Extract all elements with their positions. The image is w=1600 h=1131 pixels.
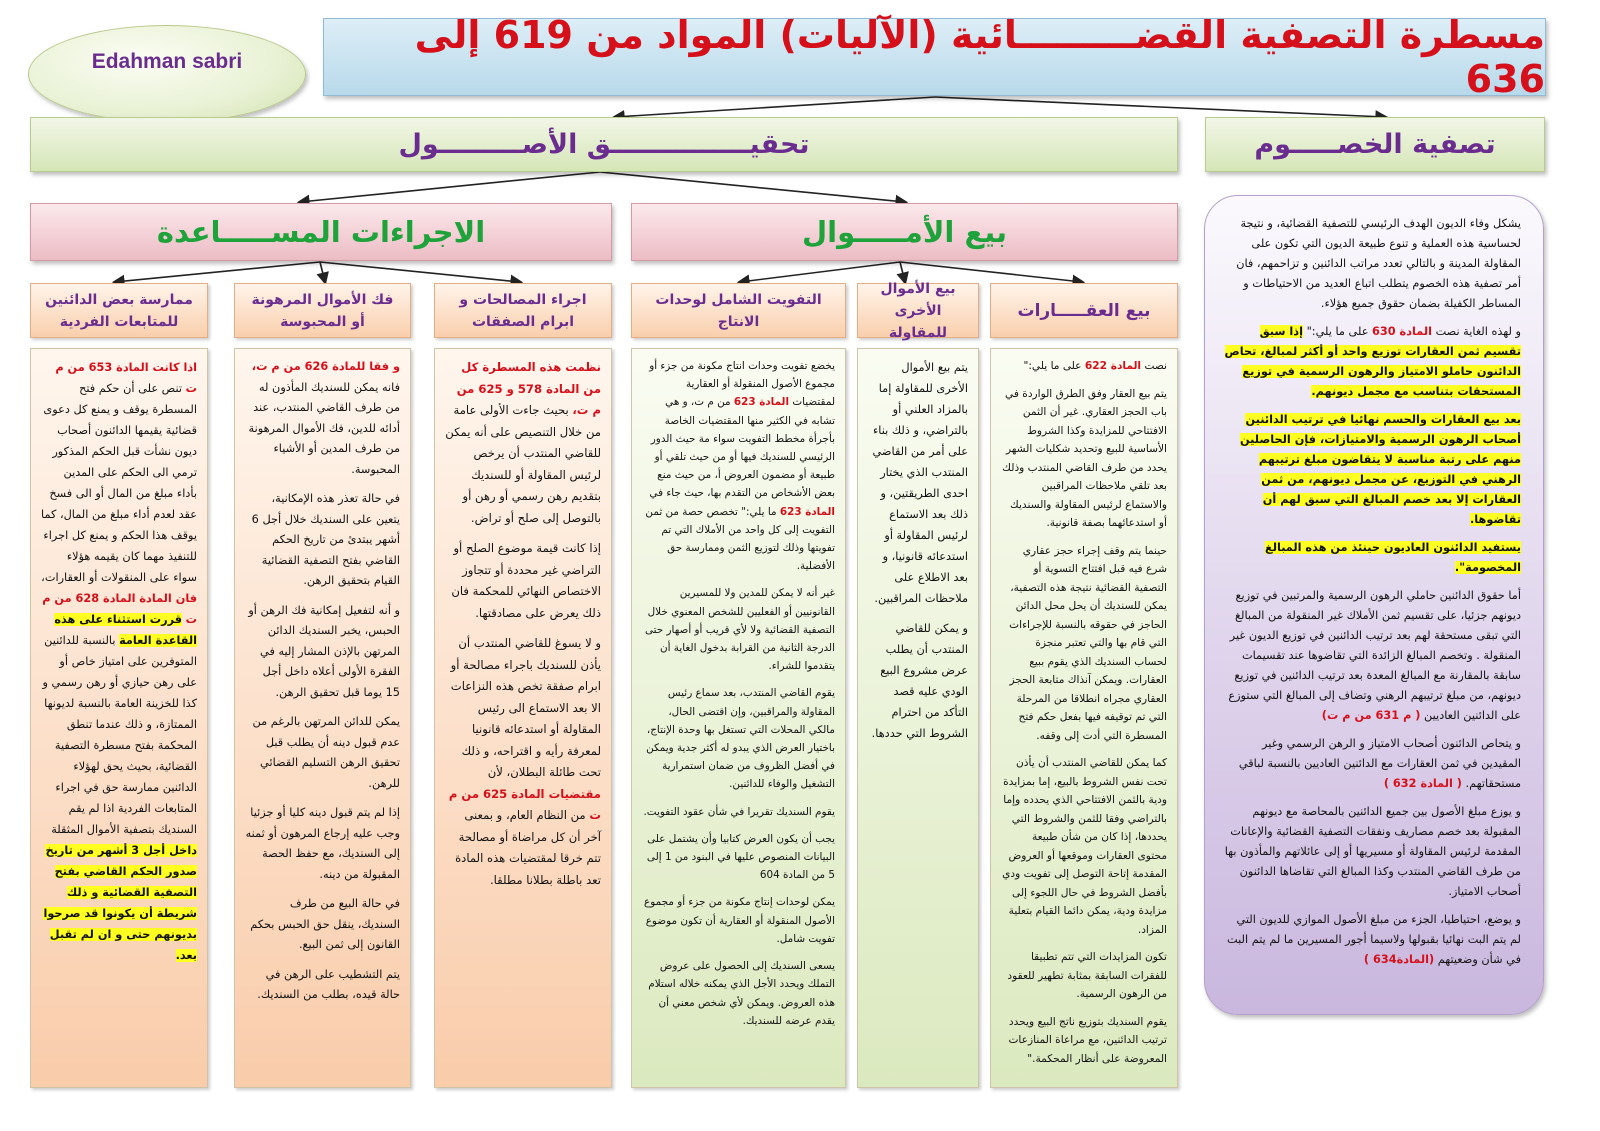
text-paragraph: في حالة تعذر هذه الإمكانية، يتعين على السنديك خلال أجل 6 أشهر يبتدئ من تاريخ الحكم القاضي بفتح التصفية القضائية القيام بتحقيق الرهن. xyxy=(251,492,400,587)
arrow-assets-sale xyxy=(600,172,905,202)
assets-realization-header xyxy=(30,117,1178,172)
text-paragraph: كما يمكن للقاضي المنتدب أن يأذن تحت نفس الشروط بالبيع، إما بمزايدة ودية بالثمن الافتتاحي الذي يحدده وإما بالتراضي وفقا للثمن والشروط التي يحددها، إذا كان من شأن طبيعة محتوى العقارات وموقعها أو العروض المقدمة إتاحة التوصل إلى تفويت ودي بأفضل الشروط في حال اللجوء إلى مزايدة ودية، يمكن دائما القيام بتعلية المزاد. xyxy=(1002,757,1167,936)
text-paragraph: يجب أن يكون العرض كتابيا وأن يشتمل على البيانات المنصوص عليها في البنود من 1 إلى 5 من المادة 604 xyxy=(646,832,835,882)
creditors-liquidation-text-box xyxy=(1204,195,1544,1015)
other-assets-sale-header xyxy=(857,280,979,341)
creditors-paragraph xyxy=(1223,586,1521,726)
article-reference: مقتضيات المادة 625 من م ت xyxy=(448,786,601,822)
text-segment: من م ت، و هي تشابه في الكثير منها المقتضيات الخاصة بأجرأة مخطط التفويت سواء مة حيث الدور الرئيسي للسنديك فيها أو من حيث تلقي أو طبيعة أو مضمون العروض أ، من حيث منع بعض الأشخاص من التقدم بها، حيث جاء في xyxy=(649,396,835,500)
text-paragraph: في حالة البيع من طرف السنديك، ينقل حق الحبس بحكم القانون إلى ثمن البيع. xyxy=(250,897,400,951)
assets-realization-label: تحقيـــــــــــــــق الأصـــــــــول xyxy=(398,129,810,160)
text-paragraph xyxy=(445,357,601,529)
text-paragraph: إذا لم يتم قبول دينه كليا أو جزئيا وجب عليه إرجاع المرهون أو ثمنه إلى السنديك، مع حفظ الحصة المقبولة من دينه. xyxy=(245,806,400,881)
text-segment: تنص على أن حكم فتح المسطرة يوقف و يمنع كل دعوى قضائية يقيمها الدائنون أصحاب ديون نشأت قبل الحكم المذكور ترمي الى الحكم على المدين بأداء مبلغ من المال أو الى فسخ عقد لعدم أداء مبلغ من المال، كما يوقف هذا الحكم و يمنع كل اجراء للتنفيذ مهما كان يقيمه هؤلاء سواء على المنقولات أو العقارات، xyxy=(41,382,197,584)
text-segment: بحيث جاءت الأولى عامة من خلال التنصيص على أنه يمكن للقاضي المنتدب أن يرخص لرئيس المقاولة أو للسنديك بتقديم رهن رسمي أو رهن أو بالتوصل إلى صلح أو تراض. xyxy=(445,403,601,525)
text-segment: بالنسبة للدائنين المتوفرين على امتياز خاص أو على رهن حيازي أو رهن رسمي و كذا للخزينة العامة بالنسبة لديونها الممتازة، و ذلك عندما تنطق المحكمة بفتح مسطرة التصفية القضائية، بحيث يحق لهؤلاء الدائنين ممارسة حق في اجراء المتابعات الفردية اذا لم يقم السنديك بتصفية الأموال المثقلة xyxy=(42,634,197,836)
article-reference: ( المادة 632 ) xyxy=(1383,777,1462,790)
creditors-paragraph xyxy=(1223,410,1521,530)
text-paragraph xyxy=(642,357,835,575)
production-units-transfer-label: التفويت الشامل لوحدات الانتاج xyxy=(655,291,822,330)
creditors-liquidation-label: تصفية الخصـــــوم xyxy=(1254,129,1496,160)
arrow-aux-individual xyxy=(115,262,320,282)
text-paragraph: يمكن لوحدات إنتاج مكونة من جزء أو مجموع الأصول المنقولة أو العقارية أن تكون موضوع تفويت شامل. xyxy=(644,896,835,945)
title-banner xyxy=(323,13,1546,101)
text-paragraph: يقوم القاضي المنتدب، بعد سماع رئيس المقاولة والمراقبين، وإن اقتضى الحال، مالكي المحلات التي تستغل بها وحدة الإنتاج، باختيار العرض الذي يبدو له أكثر جدية ويمكن في أفضل الظروف من ضمان استمرارية التشغيل والوفاء للدائنين. xyxy=(646,687,835,791)
production-units-transfer-header xyxy=(631,283,846,338)
settlements-deals-header xyxy=(434,283,612,338)
article-reference: المادة 630 xyxy=(1372,325,1432,338)
auxiliary-procedures-header xyxy=(30,203,612,261)
article-reference: نظمت هذه المسطرة كل من المادة 578 و 625 من م ت، xyxy=(456,360,601,417)
other-assets-sale-label: بيع الأموال الأخرى للمقاولة xyxy=(880,280,956,341)
highlighted-text: قررت استثناء على هذه القاعدة العامة xyxy=(54,613,197,647)
text-segment: و يتحاص الدائنون أصحاب الامتياز و الرهن الرسمي وغير المقيدين في ثمن العقارات مع الدائنين العاديين بالنسبة لباقي مستحقاتهم. xyxy=(1238,737,1521,790)
creditors-paragraph: و يوزع مبلغ الأصول بين جميع الدائنين بالمحاصة مع ديونهم المقبولة بعد خصم مصاريف ونفقات التصفية القضائية والإعانات المقدمة لرئيس المقاولة أو مسيريها أو إلى عائلاتهم والمأذون بها من طرف القاضي المنتدب وكذا المبالغ التي تقاضاها الدائنون أصحاب الامتياز. xyxy=(1224,805,1521,898)
text-paragraph: حينما يتم وقف إجراء حجز عقاري شرع فيه قبل افتتاح التسوية أو التصفية القضائية نتيجة هذه التصفية، يمكن للسنديك أن يحل محل الدائن الحاجز في حقوقه بالنسبة للإجراءات التي قام بها والتي تعتبر منجزة لحساب السنديك الذي يقوم ببيع العقارات. ويمكن آنذاك متابعة الحجز العقاري مجراه انطلاقا من المرحلة التي تم توقيفه فيها بفعل حكم فتح المسطرة التي أدت إلى وقفه. xyxy=(1009,544,1167,742)
text-paragraph: يمكن للدائن المرتهن بالرغم من عدم قبول دينه أن يطلب قبل تحقيق الرهن التسليم القضائي للرهن. xyxy=(252,715,400,790)
text-paragraph: يسعى السنديك إلى الحصول على عروض التملك ويحدد الأجل الذي يمكنه خلاله استلام هذه العروض. ويمكن لأي شخص معني أن يقدم عرضه للسنديك. xyxy=(648,960,835,1027)
creditors-paragraph xyxy=(1223,734,1521,794)
production-units-transfer-text xyxy=(631,348,846,1088)
author-badge xyxy=(28,25,306,123)
text-segment: يخضع تفويت وحدات انتاج مكونة من جزء أو مجموع الأصول المنقولة أو العقارية لمقتضيات xyxy=(649,360,835,409)
settlements-deals-label: اجراء المصالحات و ابرام الصفقات xyxy=(459,291,587,330)
text-paragraph xyxy=(245,357,400,480)
text-paragraph: و أنه لتفعيل إمكانية فك الرهن أو الحبس، يخبر السنديك الدائن المرتهن بالإذن المشار إليه في الفقرة الأولى أعلاه داخل أجل 15 يوما قبل تحقيق الرهن. xyxy=(248,603,400,699)
release-pledged-assets-header xyxy=(234,283,411,338)
release-pledged-assets-label: فك الأموال المرهونة أو المحبوسة xyxy=(251,291,394,330)
text-segment: و لهذه الغاية نصت xyxy=(1435,325,1521,338)
text-paragraph: غير أنه لا يمكن للمدين ولا للمسيرين القانونيين أو الفعليين للشخص المعنوي خلال التصفية القضائية ولا لأي قريب أو أصهار حتى الدرجة الثانية من القرابة بدخول الغاية أن يتقدموا للشراء. xyxy=(645,587,835,673)
creditors-paragraph xyxy=(1223,322,1521,402)
release-pledged-assets-text xyxy=(234,348,411,1088)
highlighted-text: إذا سبق تقسيم ثمن العقارات توزيع واحد أو أكثر لمبالغ، تحاص الدائنون حاملو الامتياز والرهون الرسمية في توزيع المستحقات بتناسب مع مجمل ديونهم. xyxy=(1224,325,1521,398)
real-estate-sale-header xyxy=(990,283,1178,338)
article-reference: فان المادة المادة 628 من م ت xyxy=(42,592,197,626)
article-reference: (المادة634 ) xyxy=(1363,953,1435,966)
text-paragraph: يقوم السنديك بتوزيع ناتج البيع ويحدد ترتيب الدائنين، مع مراعاة المنازعات المعروضة على أنظار المحكمة." xyxy=(1008,1015,1167,1065)
text-segment: و يوضع، احتياطيا، الجزء من مبلغ الأصول الموازي للديون التي لم يتم البت نهائيا بقبولها ولاسيما أجور المسيرين ما لم يتم البت في شأن وضعيتهم xyxy=(1227,913,1521,966)
creditors-paragraph xyxy=(1223,910,1521,970)
author-name: Edahman sabri xyxy=(91,50,243,73)
text-segment: نصت xyxy=(1144,360,1167,372)
text-paragraph: يتم بيع العقار وفق الطرق الواردة في باب الحجز العقاري. غير أن الثمن الافتتاحي للمزايدة وكذا الشروط الأساسية للبيع وتحديد شكليات الشهر يحدد من طرف القاضي المنتدب وذلك بعد تلقي ملاحظات المراقبين والاستماع لرئيس المقاولة والسنديك أو استدعائهما بصفة قانونية. xyxy=(1002,387,1167,529)
individual-proceedings-label: ممارسة بعض الدائنين للمتابعات الفردية xyxy=(45,291,193,330)
text-segment: و لا يسوغ للقاضي المنتدب أن يأذن للسنديك باجراء مصالحة أو ابرام صفقة تخص هذه النزاعات الا بعد الاستماع الى رئيس المقاولة أو استدعائه قانونيا لمعرفة رأيه و اقتراحه، و ذلك تحت طائلة البطلان، لأن xyxy=(450,636,601,779)
arrow-aux-release xyxy=(320,262,325,282)
text-paragraph: يتم التشطيب على الرهن في حالة قيده، بطلب من السنديك. xyxy=(257,967,400,1001)
creditors-paragraph xyxy=(1223,538,1521,578)
article-reference: و فقا للمادة 626 من م ت، xyxy=(251,360,400,373)
article-reference: المادة 623 xyxy=(779,505,835,518)
text-paragraph: يقوم السنديك تقريرا في شأن عقود التفويت. xyxy=(643,805,835,818)
article-reference: اذا كانت المادة 653 من م ت xyxy=(55,361,197,395)
text-segment: أما حقوق الدائنين حاملي الرهون الرسمية والمرتبين في توزيع ديونهم جزئيا، على تقسيم ثمن الأملاك غير المنقولة من المبالغ التي تبقى مستحقة لهم بعد ترتيب الدائنين في توزيع الديون غير المنقولة . وتخصم المبالغ الزائدة التي تقاضوها عند تقسيمات سابقة بالمقارنة مع المبالغ المعدة بعد ترتيب الدائنين في توزيع ديونهم، من مبلغ ترتيبهم الرهني وتضاف إلى المبالغ التي ستوزع على الدائنين العاديين xyxy=(1228,589,1521,722)
article-reference: المادة 623 xyxy=(733,396,790,409)
asset-sale-label: بيع الأمـــــوال xyxy=(802,215,1007,249)
article-reference: ( م 631 من م ت) xyxy=(1321,709,1421,722)
other-assets-sale-text xyxy=(857,348,979,1088)
settlements-deals-text xyxy=(434,348,612,1088)
page-title: مسطرة التصفية القضـــــــــائية (الآليات) المواد من 619 إلى 636 xyxy=(414,13,1545,101)
creditors-liquidation-header xyxy=(1205,117,1545,172)
real-estate-sale-label: بيع العقـــــارات xyxy=(1017,300,1151,321)
text-segment: على ما يلي:" xyxy=(1023,360,1082,372)
real-estate-sale-text xyxy=(990,348,1178,1088)
creditors-paragraph: يشكل وفاء الديون الهدف الرئيسي للتصفية القضائية، و نتيجة لحساسية هذه العملية و تنوع طبيعة الديون التي تكون على المقاولة المدينة و بالتالي تعدد مراتب الدائنين و تزاحمهم، فان أمر تصفية هذه الخصوم يتطلب اتباع العديد من الاحتياطات و المساطر الكفيلة بضمان حقوق جميع هؤلاء. xyxy=(1236,217,1521,310)
auxiliary-procedures-label: الاجراءات المســـــاعدة xyxy=(156,215,486,249)
text-segment: على ما يلي:" xyxy=(1306,325,1369,338)
highlighted-text: داخل أجل 3 أشهر من تاريخ صدور الحكم القاضي بفتح التصفية القضائية و ذلك شريطة أن يكونوا قد صرحوا بديونهم حتى و ان لم تقبل بعد. xyxy=(43,844,197,962)
text-paragraph xyxy=(41,357,197,966)
arrow-aux-settlements xyxy=(320,262,520,282)
article-reference: المادة 622 xyxy=(1084,360,1142,372)
text-segment: فانه يمكن للسنديك المأذون له من طرف القاضي المنتدب، عند أدائه للدين، فك الأموال المرهونة من طرف المدين أو الأشياء المحبوسة. xyxy=(248,380,400,476)
text-segment: ما يلي:" تخصص حصة من ثمن التفويت إلى كل واحد من الأملاك التي تم تفويتها وذلك لتوزيع الثمن وممارسة حق الأفضلية. xyxy=(645,505,835,573)
highlighted-text: يستفيد الدائنون العاديون حينئذ من هذه المبالغ المخصومة". xyxy=(1265,541,1521,574)
text-paragraph: إذا كانت قيمة موضوع الصلح أو التراضي غير محددة أو تتجاوز الاختصاص النهائي للمحكمة فان ذلك يعرض على مصادقتها. xyxy=(451,541,601,620)
text-paragraph: و يمكن للقاضي المنتدب أن يطلب عرض مشروع البيع الودي عليه قصد التأكد من احترام الشروط التي حددها. xyxy=(871,622,968,740)
text-paragraph: يتم بيع الأموال الأخرى للمقاولة إما بالمزاد العلني أو بالتراضي، و ذلك بناء على أمر من القاضي المنتدب الذي يختار احدى الطريقتين، و ذلك بعد الاستماع لرئيس المقاولة أو استدعائه قانونيا، و بعد الاطلاع على ملاحظات المراقبين. xyxy=(872,361,968,605)
highlighted-text: بعد بيع العقارات والحسم نهائيا في ترتيب الدائنين أصحاب الرهون الرسمية والامتيازات، فإن الحاصلين منهم على رتبة مناسبة لا يتقاضون مبلغ ترتيبهم الرهني في التوزيع، عن مجمل ديونهم، من ثمن العقارات إلا بعد خصم المبالغ التي سبق لهم أن تقاضوها. xyxy=(1239,413,1521,526)
text-paragraph xyxy=(1001,357,1167,376)
individual-proceedings-header xyxy=(30,283,208,338)
arrow-assets-aux xyxy=(300,172,600,202)
text-segment: من النظام العام، و بمعنى آخر أن كل مراضاة أو مصالحة تتم خرقا لمقتضيات هذه المادة تعد باطلة بطلانا مطلقا. xyxy=(455,808,601,887)
individual-proceedings-text xyxy=(30,348,208,1088)
asset-sale-header xyxy=(631,203,1178,261)
text-paragraph: تكون المزايدات التي تتم تطبيقا للفقرات السابقة بمثابة تطهير للعقود من الرهون الرسمية. xyxy=(1007,951,1167,1000)
text-paragraph xyxy=(445,633,601,891)
